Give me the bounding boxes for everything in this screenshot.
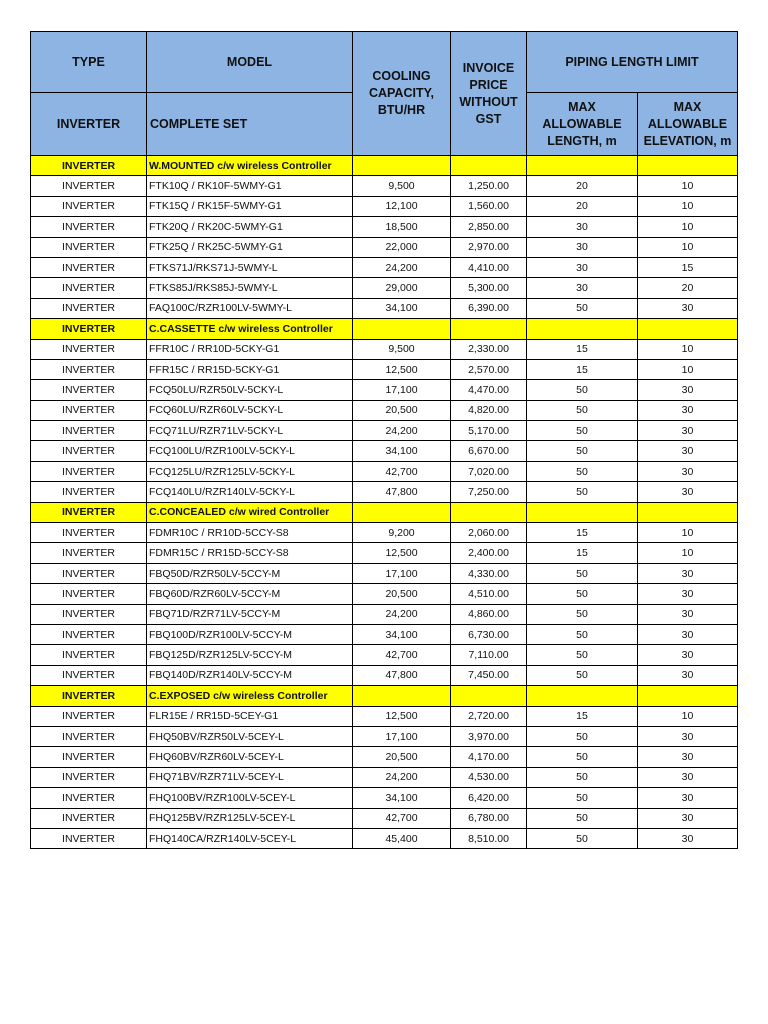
cell-max-elevation: 30 bbox=[638, 828, 738, 848]
table-row bbox=[31, 421, 738, 441]
cell-invoice-price: 4,170.00 bbox=[451, 747, 527, 767]
cell-max-elevation: 20 bbox=[638, 278, 738, 298]
table-row bbox=[31, 645, 738, 665]
cell-cooling-capacity: 22,000 bbox=[353, 237, 451, 257]
table-row bbox=[31, 604, 738, 624]
cell-invoice-price: 6,420.00 bbox=[451, 788, 527, 808]
cell-invoice-price: 5,170.00 bbox=[451, 421, 527, 441]
cell-model: FFR15C / RR15D-5CKY-G1 bbox=[147, 359, 353, 379]
cell-max-length: 15 bbox=[527, 523, 638, 543]
cell-cooling-capacity: 20,500 bbox=[353, 584, 451, 604]
cell-max-length: 50 bbox=[527, 767, 638, 787]
cell-model: FBQ140D/RZR140LV-5CCY-M bbox=[147, 665, 353, 685]
cell-max-length: 50 bbox=[527, 645, 638, 665]
table-row bbox=[31, 400, 738, 420]
cell-type: INVERTER bbox=[31, 523, 147, 543]
cell-cooling-capacity: 9,500 bbox=[353, 339, 451, 359]
cell-max-length: 50 bbox=[527, 482, 638, 502]
cell-type: INVERTER bbox=[31, 421, 147, 441]
cell-max-elevation: 15 bbox=[638, 257, 738, 277]
cell-cooling-capacity: 45,400 bbox=[353, 828, 451, 848]
table-row bbox=[31, 196, 738, 216]
table-row bbox=[31, 563, 738, 583]
cell-model: FTKS71J/RKS71J-5WMY-L bbox=[147, 257, 353, 277]
cell-max-length: 15 bbox=[527, 543, 638, 563]
cell-max-elevation: 30 bbox=[638, 421, 738, 441]
cell-cooling-capacity: 42,700 bbox=[353, 645, 451, 665]
cell-type: INVERTER bbox=[31, 747, 147, 767]
cell-model: FBQ60D/RZR60LV-5CCY-M bbox=[147, 584, 353, 604]
cell-cooling-capacity: 29,000 bbox=[353, 278, 451, 298]
cell-model: FHQ71BV/RZR71LV-5CEY-L bbox=[147, 767, 353, 787]
cell-cooling-capacity: 12,500 bbox=[353, 543, 451, 563]
cell-max-length: 50 bbox=[527, 441, 638, 461]
cell-type: INVERTER bbox=[31, 196, 147, 216]
cell-invoice-price: 4,330.00 bbox=[451, 563, 527, 583]
header-type: TYPE bbox=[31, 32, 147, 93]
cell-model: FCQ60LU/RZR60LV-5CKY-L bbox=[147, 400, 353, 420]
header-row-primary bbox=[31, 32, 738, 93]
cell-max-length: 20 bbox=[527, 176, 638, 196]
cell-model: FCQ71LU/RZR71LV-5CKY-L bbox=[147, 421, 353, 441]
table-row bbox=[31, 339, 738, 359]
table-row bbox=[31, 482, 738, 502]
section-row bbox=[31, 319, 738, 339]
section-empty bbox=[451, 502, 527, 522]
table-row bbox=[31, 523, 738, 543]
header-invoice-price: INVOICE PRICE WITHOUT GST bbox=[451, 32, 527, 156]
section-empty bbox=[638, 686, 738, 706]
cell-cooling-capacity: 34,100 bbox=[353, 788, 451, 808]
cell-model: FHQ60BV/RZR60LV-5CEY-L bbox=[147, 747, 353, 767]
cell-max-elevation: 30 bbox=[638, 624, 738, 644]
section-row bbox=[31, 502, 738, 522]
cell-type: INVERTER bbox=[31, 788, 147, 808]
cell-max-elevation: 30 bbox=[638, 584, 738, 604]
section-empty bbox=[451, 319, 527, 339]
cell-max-length: 15 bbox=[527, 706, 638, 726]
table-row bbox=[31, 278, 738, 298]
cell-max-length: 50 bbox=[527, 747, 638, 767]
table-row bbox=[31, 380, 738, 400]
section-title: C.CASSETTE c/w wireless Controller bbox=[147, 319, 353, 339]
cell-max-elevation: 30 bbox=[638, 380, 738, 400]
cell-max-length: 50 bbox=[527, 400, 638, 420]
cell-max-length: 50 bbox=[527, 624, 638, 644]
header-max-length: MAX ALLOWABLE LENGTH, m bbox=[527, 93, 638, 156]
cell-max-length: 30 bbox=[527, 237, 638, 257]
cell-type: INVERTER bbox=[31, 461, 147, 481]
cell-max-elevation: 10 bbox=[638, 706, 738, 726]
cell-invoice-price: 3,970.00 bbox=[451, 726, 527, 746]
cell-invoice-price: 4,860.00 bbox=[451, 604, 527, 624]
cell-model: FBQ125D/RZR125LV-5CCY-M bbox=[147, 645, 353, 665]
table-row bbox=[31, 461, 738, 481]
cell-max-length: 50 bbox=[527, 584, 638, 604]
cell-cooling-capacity: 9,500 bbox=[353, 176, 451, 196]
cell-type: INVERTER bbox=[31, 543, 147, 563]
cell-type: INVERTER bbox=[31, 237, 147, 257]
cell-max-length: 50 bbox=[527, 604, 638, 624]
cell-cooling-capacity: 12,100 bbox=[353, 196, 451, 216]
table-row bbox=[31, 176, 738, 196]
header-type-sub: INVERTER bbox=[31, 93, 147, 156]
cell-cooling-capacity: 20,500 bbox=[353, 400, 451, 420]
section-type: INVERTER bbox=[31, 686, 147, 706]
cell-model: FTK25Q / RK25C-5WMY-G1 bbox=[147, 237, 353, 257]
cell-type: INVERTER bbox=[31, 339, 147, 359]
cell-type: INVERTER bbox=[31, 217, 147, 237]
cell-model: FLR15E / RR15D-5CEY-G1 bbox=[147, 706, 353, 726]
cell-model: FCQ100LU/RZR100LV-5CKY-L bbox=[147, 441, 353, 461]
cell-max-length: 15 bbox=[527, 359, 638, 379]
section-type: INVERTER bbox=[31, 156, 147, 176]
cell-invoice-price: 4,820.00 bbox=[451, 400, 527, 420]
cell-max-elevation: 30 bbox=[638, 461, 738, 481]
cell-max-elevation: 30 bbox=[638, 747, 738, 767]
header-max-elevation: MAX ALLOWABLE ELEVATION, m bbox=[638, 93, 738, 156]
cell-invoice-price: 5,300.00 bbox=[451, 278, 527, 298]
cell-cooling-capacity: 47,800 bbox=[353, 482, 451, 502]
cell-invoice-price: 4,470.00 bbox=[451, 380, 527, 400]
cell-max-elevation: 10 bbox=[638, 339, 738, 359]
cell-invoice-price: 4,510.00 bbox=[451, 584, 527, 604]
cell-max-elevation: 30 bbox=[638, 665, 738, 685]
cell-model: FTKS85J/RKS85J-5WMY-L bbox=[147, 278, 353, 298]
table-row bbox=[31, 584, 738, 604]
cell-type: INVERTER bbox=[31, 400, 147, 420]
cell-type: INVERTER bbox=[31, 665, 147, 685]
section-empty bbox=[527, 686, 638, 706]
cell-invoice-price: 2,970.00 bbox=[451, 237, 527, 257]
section-empty bbox=[451, 686, 527, 706]
cell-model: FDMR10C / RR10D-5CCY-S8 bbox=[147, 523, 353, 543]
cell-type: INVERTER bbox=[31, 482, 147, 502]
table-row bbox=[31, 767, 738, 787]
cell-model: FCQ50LU/RZR50LV-5CKY-L bbox=[147, 380, 353, 400]
cell-max-elevation: 30 bbox=[638, 788, 738, 808]
cell-model: FHQ140CA/RZR140LV-5CEY-L bbox=[147, 828, 353, 848]
section-title: C.EXPOSED c/w wireless Controller bbox=[147, 686, 353, 706]
cell-type: INVERTER bbox=[31, 645, 147, 665]
table-row bbox=[31, 828, 738, 848]
cell-invoice-price: 2,400.00 bbox=[451, 543, 527, 563]
cell-max-length: 50 bbox=[527, 461, 638, 481]
cell-cooling-capacity: 42,700 bbox=[353, 808, 451, 828]
cell-type: INVERTER bbox=[31, 278, 147, 298]
section-title: C.CONCEALED c/w wired Controller bbox=[147, 502, 353, 522]
cell-cooling-capacity: 42,700 bbox=[353, 461, 451, 481]
cell-model: FTK20Q / RK20C-5WMY-G1 bbox=[147, 217, 353, 237]
cell-invoice-price: 2,850.00 bbox=[451, 217, 527, 237]
cell-cooling-capacity: 17,100 bbox=[353, 380, 451, 400]
table-row bbox=[31, 543, 738, 563]
cell-type: INVERTER bbox=[31, 767, 147, 787]
price-list-table bbox=[30, 31, 738, 849]
cell-cooling-capacity: 12,500 bbox=[353, 359, 451, 379]
cell-max-length: 50 bbox=[527, 298, 638, 318]
cell-max-elevation: 10 bbox=[638, 217, 738, 237]
table-row bbox=[31, 298, 738, 318]
table-row bbox=[31, 217, 738, 237]
section-type: INVERTER bbox=[31, 319, 147, 339]
cell-type: INVERTER bbox=[31, 257, 147, 277]
cell-invoice-price: 7,020.00 bbox=[451, 461, 527, 481]
cell-model: FCQ140LU/RZR140LV-5CKY-L bbox=[147, 482, 353, 502]
cell-type: INVERTER bbox=[31, 584, 147, 604]
cell-max-length: 30 bbox=[527, 278, 638, 298]
cell-invoice-price: 2,570.00 bbox=[451, 359, 527, 379]
table-row bbox=[31, 808, 738, 828]
cell-max-length: 50 bbox=[527, 808, 638, 828]
cell-max-elevation: 10 bbox=[638, 237, 738, 257]
cell-max-length: 20 bbox=[527, 196, 638, 216]
cell-model: FHQ100BV/RZR100LV-5CEY-L bbox=[147, 788, 353, 808]
cell-invoice-price: 1,560.00 bbox=[451, 196, 527, 216]
cell-type: INVERTER bbox=[31, 706, 147, 726]
cell-invoice-price: 7,250.00 bbox=[451, 482, 527, 502]
cell-model: FTK10Q / RK10F-5WMY-G1 bbox=[147, 176, 353, 196]
cell-type: INVERTER bbox=[31, 380, 147, 400]
cell-max-elevation: 30 bbox=[638, 726, 738, 746]
cell-max-length: 50 bbox=[527, 380, 638, 400]
cell-type: INVERTER bbox=[31, 176, 147, 196]
table-row bbox=[31, 624, 738, 644]
cell-cooling-capacity: 17,100 bbox=[353, 726, 451, 746]
cell-cooling-capacity: 34,100 bbox=[353, 624, 451, 644]
cell-type: INVERTER bbox=[31, 726, 147, 746]
section-empty bbox=[638, 156, 738, 176]
cell-invoice-price: 2,720.00 bbox=[451, 706, 527, 726]
table-row bbox=[31, 237, 738, 257]
cell-max-elevation: 30 bbox=[638, 767, 738, 787]
cell-type: INVERTER bbox=[31, 441, 147, 461]
section-row bbox=[31, 686, 738, 706]
cell-cooling-capacity: 34,100 bbox=[353, 441, 451, 461]
section-empty bbox=[353, 319, 451, 339]
cell-model: FHQ50BV/RZR50LV-5CEY-L bbox=[147, 726, 353, 746]
cell-cooling-capacity: 24,200 bbox=[353, 767, 451, 787]
section-type: INVERTER bbox=[31, 502, 147, 522]
cell-invoice-price: 6,670.00 bbox=[451, 441, 527, 461]
section-empty bbox=[527, 502, 638, 522]
cell-model: FBQ71D/RZR71LV-5CCY-M bbox=[147, 604, 353, 624]
cell-max-length: 50 bbox=[527, 665, 638, 685]
section-empty bbox=[353, 156, 451, 176]
cell-model: FAQ100C/RZR100LV-5WMY-L bbox=[147, 298, 353, 318]
section-title: W.MOUNTED c/w wireless Controller bbox=[147, 156, 353, 176]
table-row bbox=[31, 726, 738, 746]
table-row bbox=[31, 257, 738, 277]
cell-max-elevation: 30 bbox=[638, 645, 738, 665]
cell-cooling-capacity: 47,800 bbox=[353, 665, 451, 685]
cell-invoice-price: 4,530.00 bbox=[451, 767, 527, 787]
table-row bbox=[31, 359, 738, 379]
cell-cooling-capacity: 20,500 bbox=[353, 747, 451, 767]
cell-max-elevation: 30 bbox=[638, 298, 738, 318]
cell-max-elevation: 10 bbox=[638, 196, 738, 216]
cell-max-elevation: 30 bbox=[638, 808, 738, 828]
table-row bbox=[31, 706, 738, 726]
header-piping-length-limit: PIPING LENGTH LIMIT bbox=[527, 32, 738, 93]
cell-cooling-capacity: 34,100 bbox=[353, 298, 451, 318]
section-empty bbox=[451, 156, 527, 176]
cell-max-length: 30 bbox=[527, 257, 638, 277]
cell-invoice-price: 7,110.00 bbox=[451, 645, 527, 665]
cell-model: FCQ125LU/RZR125LV-5CKY-L bbox=[147, 461, 353, 481]
cell-max-elevation: 10 bbox=[638, 523, 738, 543]
cell-type: INVERTER bbox=[31, 828, 147, 848]
cell-model: FTK15Q / RK15F-5WMY-G1 bbox=[147, 196, 353, 216]
cell-invoice-price: 2,060.00 bbox=[451, 523, 527, 543]
cell-cooling-capacity: 12,500 bbox=[353, 706, 451, 726]
cell-type: INVERTER bbox=[31, 563, 147, 583]
header-model: MODEL bbox=[147, 32, 353, 93]
cell-cooling-capacity: 24,200 bbox=[353, 421, 451, 441]
cell-cooling-capacity: 24,200 bbox=[353, 257, 451, 277]
cell-max-elevation: 30 bbox=[638, 482, 738, 502]
cell-max-length: 50 bbox=[527, 421, 638, 441]
section-row bbox=[31, 156, 738, 176]
section-empty bbox=[638, 319, 738, 339]
cell-model: FBQ50D/RZR50LV-5CCY-M bbox=[147, 563, 353, 583]
table-row bbox=[31, 747, 738, 767]
table-row bbox=[31, 665, 738, 685]
cell-invoice-price: 8,510.00 bbox=[451, 828, 527, 848]
cell-max-elevation: 10 bbox=[638, 176, 738, 196]
cell-max-length: 15 bbox=[527, 339, 638, 359]
section-empty bbox=[638, 502, 738, 522]
cell-invoice-price: 1,250.00 bbox=[451, 176, 527, 196]
cell-invoice-price: 2,330.00 bbox=[451, 339, 527, 359]
cell-type: INVERTER bbox=[31, 359, 147, 379]
cell-max-elevation: 30 bbox=[638, 400, 738, 420]
cell-type: INVERTER bbox=[31, 624, 147, 644]
cell-model: FFR10C / RR10D-5CKY-G1 bbox=[147, 339, 353, 359]
cell-invoice-price: 7,450.00 bbox=[451, 665, 527, 685]
cell-model: FBQ100D/RZR100LV-5CCY-M bbox=[147, 624, 353, 644]
cell-max-length: 50 bbox=[527, 726, 638, 746]
cell-max-elevation: 30 bbox=[638, 604, 738, 624]
cell-max-elevation: 30 bbox=[638, 441, 738, 461]
cell-max-length: 50 bbox=[527, 563, 638, 583]
header-model-sub: COMPLETE SET bbox=[147, 93, 353, 156]
cell-max-length: 30 bbox=[527, 217, 638, 237]
cell-cooling-capacity: 24,200 bbox=[353, 604, 451, 624]
cell-model: FDMR15C / RR15D-5CCY-S8 bbox=[147, 543, 353, 563]
section-empty bbox=[527, 156, 638, 176]
cell-max-elevation: 10 bbox=[638, 359, 738, 379]
table-body bbox=[31, 32, 738, 849]
header-cooling-capacity: COOLING CAPACITY, BTU/HR bbox=[353, 32, 451, 156]
cell-cooling-capacity: 9,200 bbox=[353, 523, 451, 543]
table-row bbox=[31, 441, 738, 461]
cell-cooling-capacity: 18,500 bbox=[353, 217, 451, 237]
cell-max-length: 50 bbox=[527, 788, 638, 808]
cell-max-elevation: 30 bbox=[638, 563, 738, 583]
cell-cooling-capacity: 17,100 bbox=[353, 563, 451, 583]
cell-invoice-price: 4,410.00 bbox=[451, 257, 527, 277]
cell-invoice-price: 6,780.00 bbox=[451, 808, 527, 828]
section-empty bbox=[353, 686, 451, 706]
cell-type: INVERTER bbox=[31, 298, 147, 318]
cell-invoice-price: 6,390.00 bbox=[451, 298, 527, 318]
section-empty bbox=[527, 319, 638, 339]
cell-invoice-price: 6,730.00 bbox=[451, 624, 527, 644]
cell-type: INVERTER bbox=[31, 604, 147, 624]
section-empty bbox=[353, 502, 451, 522]
cell-type: INVERTER bbox=[31, 808, 147, 828]
table-row bbox=[31, 788, 738, 808]
cell-max-length: 50 bbox=[527, 828, 638, 848]
cell-max-elevation: 10 bbox=[638, 543, 738, 563]
cell-model: FHQ125BV/RZR125LV-5CEY-L bbox=[147, 808, 353, 828]
